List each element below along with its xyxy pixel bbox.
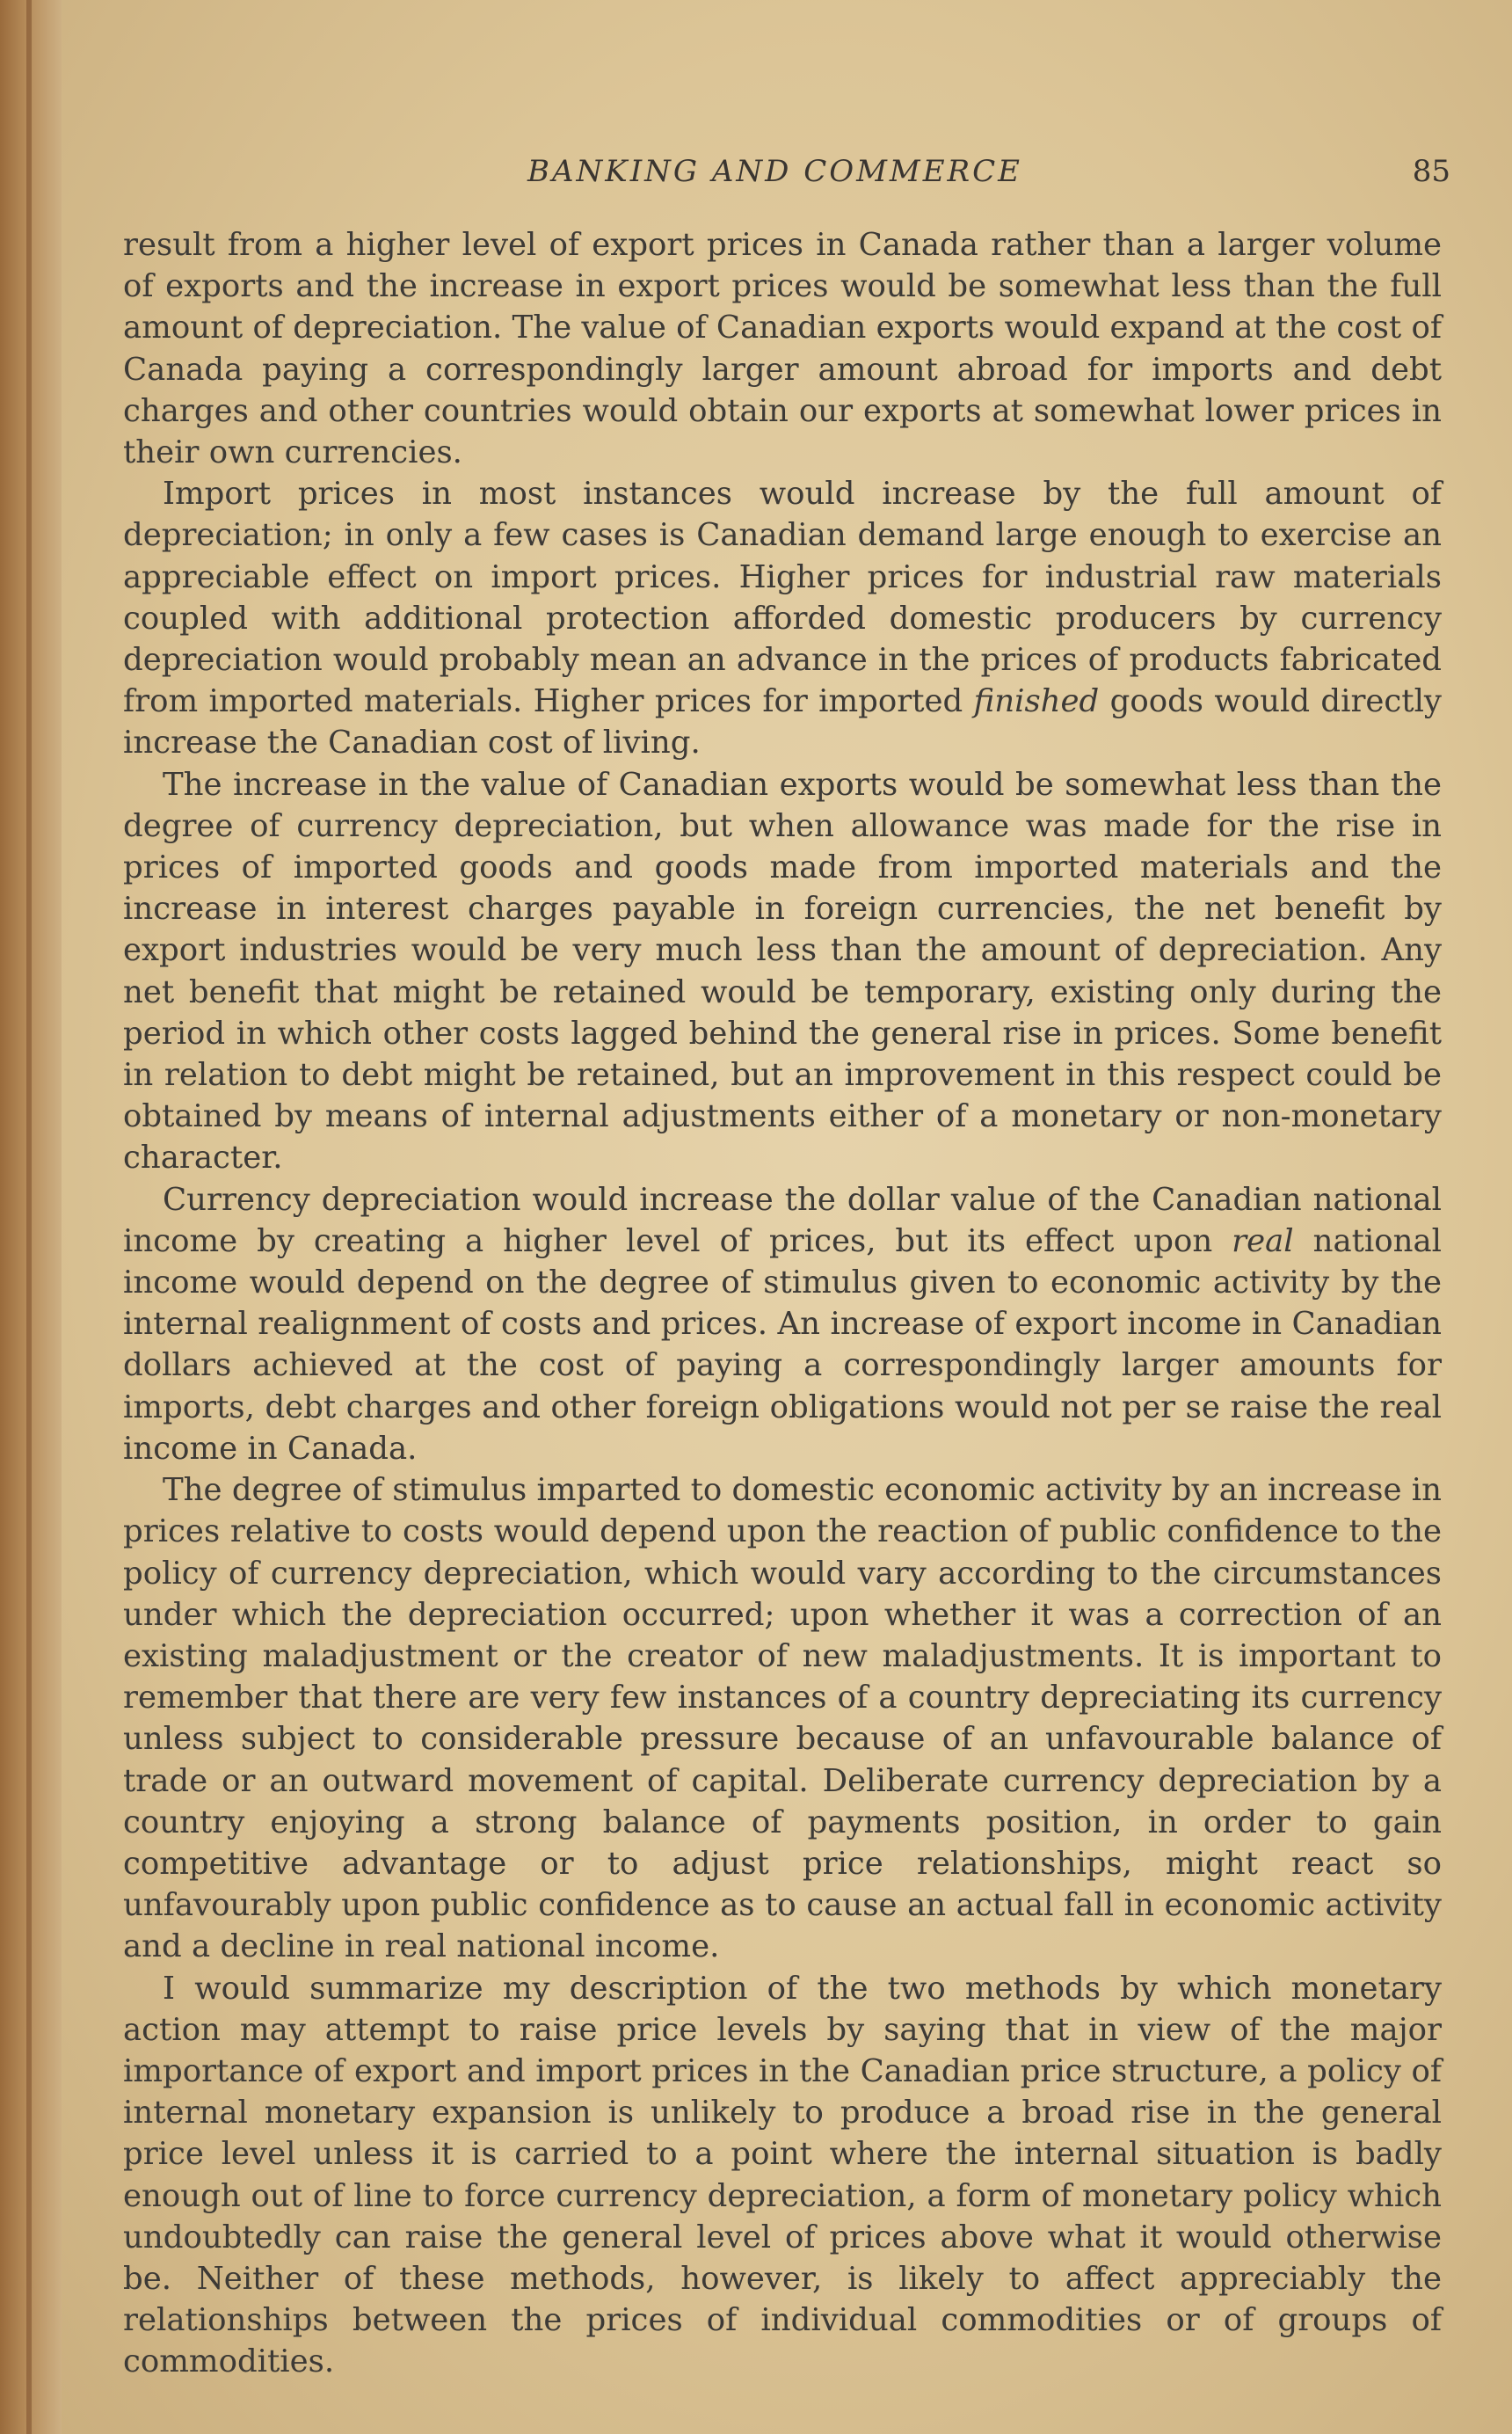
page-number: 85: [1412, 154, 1450, 189]
paragraph-1: result from a higher level of export prices in Canada rather than a larger volume of exports and the increase in export prices would be somewhat less than the full amount of depreciation. The value of Canadian exports would expand at the cost of Canada paying a correspondingly larger amount abroad for imports and debt charges and other countries would obtain our exports at somewhat lower prices in their own currencies.: [123, 227, 1442, 471]
running-title: BANKING AND COMMERCE: [527, 154, 1022, 189]
emphasis-finished: finished: [973, 683, 1100, 720]
body-text: [123, 224, 1442, 2383]
paragraph-5: The degree of stimulus imparted to domestic economic activity by an increase in prices relative to costs would depend upon the reaction of public confidence to the policy of currency depreciation, which would vary according to the circumstances under which the depreciation occurred; upon whether it was a correction of an existing maladjustment or the creator of new maladjustments. It is important to remember that there are very few instances of a country depreciating its currency unless subject to considerable pressure because of an unfavourable balance of trade or an outward movement of capital. Deliberate currency depreciation by a country enjoying a strong balance of payments position, in order to gain competitive advantage or to adjust price relationships, might react so unfavourably upon public confidence as to cause an actual fall in economic activity and a decline in real national income.: [123, 1472, 1443, 1965]
paragraph-3: The increase in the value of Canadian exports would be somewhat less than the degree of currency depreciation, but when allowance was made for the rise in prices of imported goods and goods made from imported materials and the increase in interest charges payable in foreign currencies, the net benefit by export industries would be very much less than the amount of depreciation. Any net benefit that might be retained would be temporary, existing only during the period in which other costs lagged behind the general rise in prices. Some benefit in relation to debt might be retained, but an improvement in this respect could be obtained by means of internal adjustments either of a monetary or non-monetary character.: [123, 766, 1442, 1177]
paragraph-6: I would summarize my description of the two methods by which monetary action may attempt to raise price levels by saying that in view of the major importance of export and import prices in the Canadian price structure, a policy of internal monetary expansion is unlikely to produce a broad rise in the general price level unless it is carried to a point where the internal situation is badly enough out of line to force currency depreciation, a form of monetary policy which undoubtedly can raise the general level of prices above what it would otherwise be. Neither of these methods, however, is likely to affect appreciably the relationships between the prices of individual commodities or of groups of commodities.: [123, 1970, 1442, 2380]
gutter-edge: [26, 0, 32, 2434]
paragraph-4: Currency depreciation would increase the dollar value of the Canadian national income by creating a higher level of prices, but its effect upon real national income would depend on the degree of stimulus given to economic activity by the internal realignment of costs and prices. An increase of export income in Canadian dollars achieved at the cost of paying a correspondingly larger amounts for imports, debt charges and other foreign obligations would not per se raise the real income in Canada.: [123, 1181, 1442, 1467]
emphasis-real: real: [1232, 1222, 1294, 1259]
paragraph-2: Import prices in most instances would increase by the full amount of depreciation; in only a few cases is Canadian demand large enough to exercise an appreciable effect on import prices. Higher prices for industrial raw materials coupled with additional protection afforded domestic producers by currency depreciation would probably mean an advance in the prices of products fabricated from imported materials. Higher prices for imported finished goods would directly increase the Canadian cost of living.: [123, 476, 1442, 762]
page-header: [132, 154, 1450, 207]
